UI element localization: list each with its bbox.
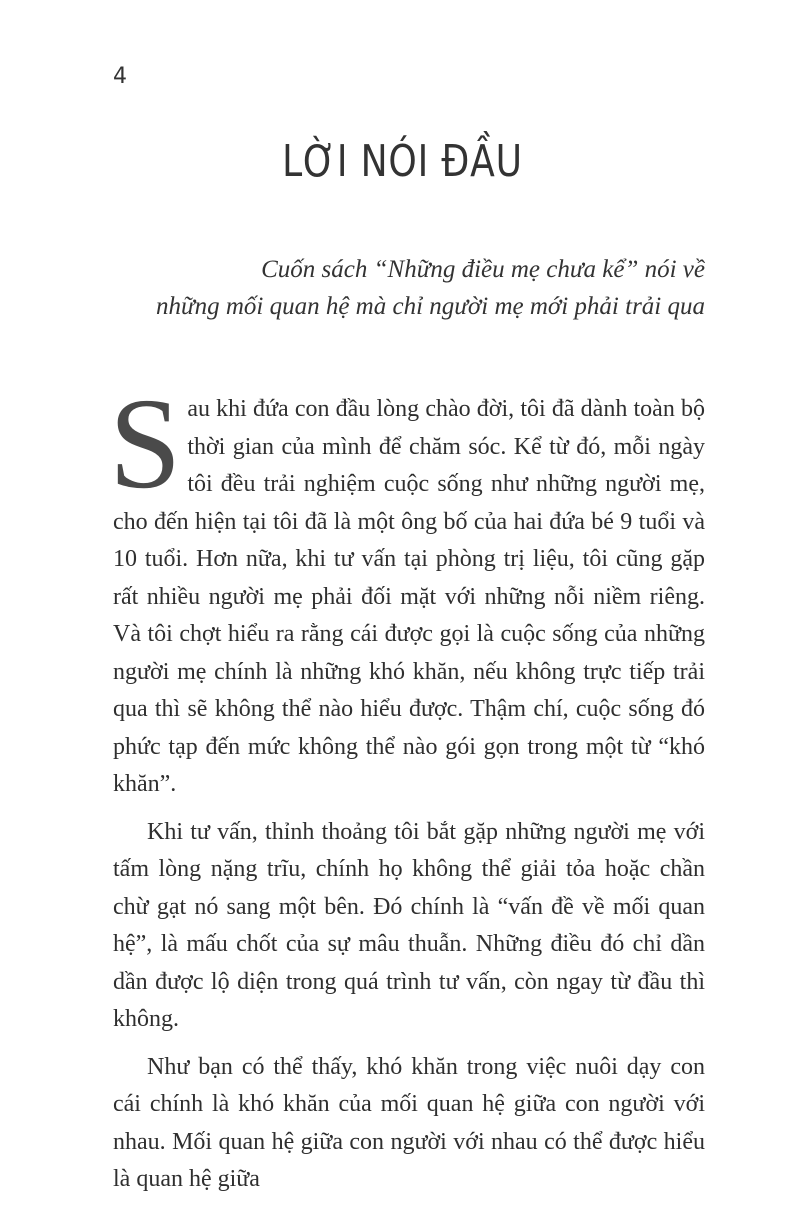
paragraph-2: Khi tư vấn, thỉnh thoảng tôi bắt gặp những người mẹ với tấm lòng nặng trĩu, chính họ không thể giải tỏa hoặc chần chừ gạt nó sang một bên. Đó chính là “vấn đề về mối quan hệ”, là mấu chốt của sự mâu thuẫn. Những điều đó chỉ dần dần được lộ diện trong quá trình tư vấn, còn ngay từ đầu thì không. [113, 818, 705, 1032]
paragraph-1 [109, 372, 705, 804]
paragraph-1-text: au khi đứa con đầu lòng chào đời, tôi đã dành toàn bộ thời gian của mình để chăm sóc. Kể từ đó, mỗi ngày tôi đều trải nghiệm cuộc sống như những người mẹ, cho đến hiện tại tôi đã là một ông bố của hai đứa bé 9 tuổi và 10 tuổi. Hơn nữa, khi tư vấn tại phòng trị liệu, tôi cũng gặp rất nhiều người mẹ phải đối mặt với những nỗi niềm riêng. Và tôi chợt hiểu ra rằng cái được gọi là cuộc sống của những người mẹ chính là những khó khăn, nếu không trực tiếp trải qua thì sẽ không thể nào hiểu được. Thậm chí, cuộc sống đó phức tạp đến mức không thể nào gói gọn trong một từ “khó khăn”. [113, 396, 705, 797]
chapter-title: LỜI NÓI ĐẦU [282, 136, 523, 187]
page-number: 4 [113, 64, 127, 89]
drop-cap-letter: S [109, 372, 182, 516]
paragraph-3: Như bạn có thể thấy, khó khăn trong việc nuôi dạy con cái chính là khó khăn của mối quan hệ giữa con người với nhau. Mối quan hệ giữa con người với nhau có thể được hiểu là quan hệ giữa [113, 1053, 705, 1192]
epigraph [110, 251, 705, 325]
body-text [109, 372, 705, 1209]
epigraph-line-1: Cuốn sách “Những điều mẹ chưa kể” nói về [261, 256, 705, 283]
epigraph-line-2: những mối quan hệ mà chỉ người mẹ mới phải trải qua [155, 293, 705, 320]
